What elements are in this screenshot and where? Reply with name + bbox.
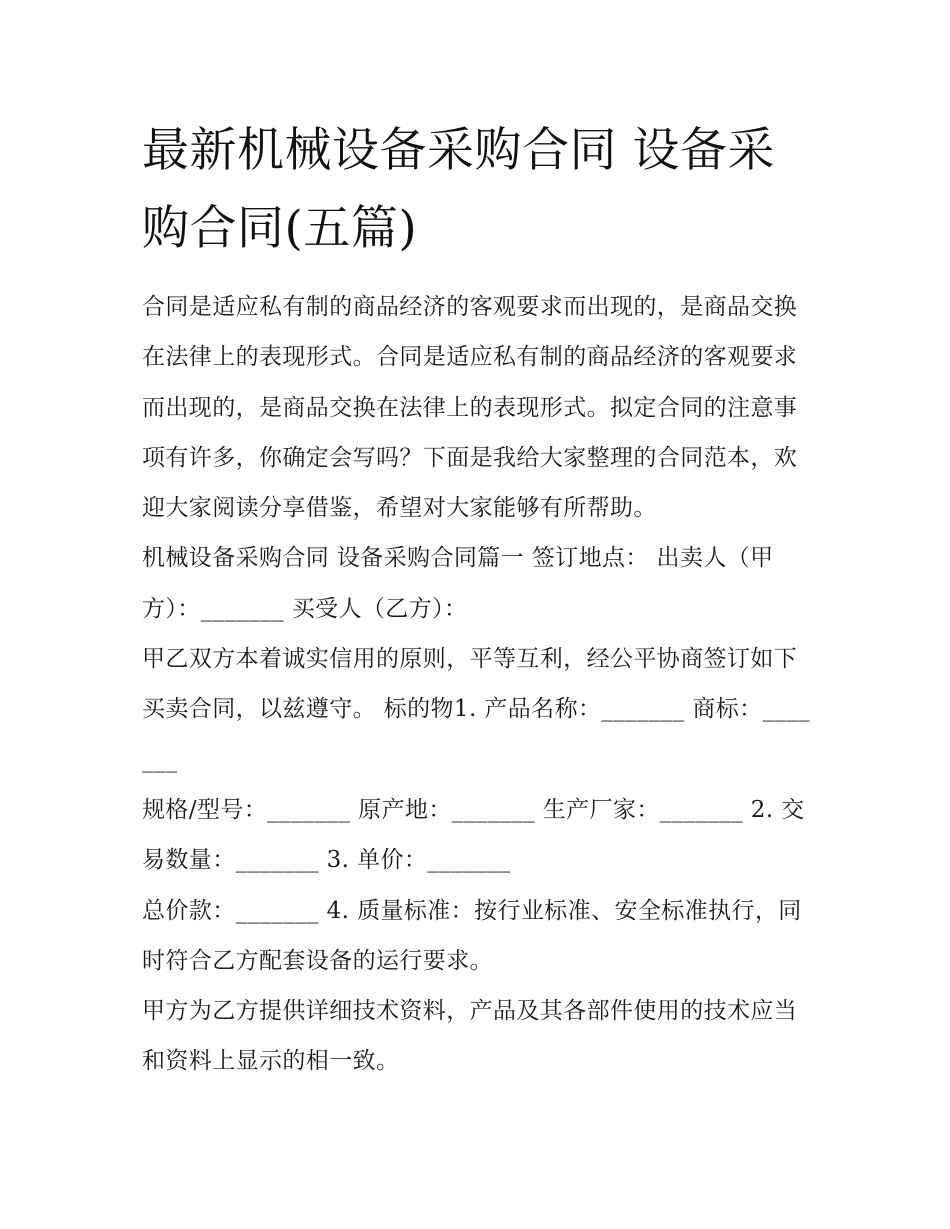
technical-data-paragraph: 甲方为乙方提供详细技术资料，产品及其各部件使用的技术应当和资料上显示的相一致。: [142, 998, 798, 1075]
price-quality-paragraph: 总价款：_______ 4. 质量标准：按行业标准、安全标准执行，同时符合乙方配套设备的运行要求。: [142, 897, 802, 974]
document-page: [142, 112, 814, 1087]
document-title: 最新机械设备采购合同 设备采购合同(五篇): [142, 123, 775, 256]
contract-parties-paragraph: 机械设备采购合同 设备采购合同篇一 签订地点： 出卖人（甲方）：_______ 买受人（乙方）：: [142, 545, 774, 622]
intro-paragraph: 合同是适应私有制的商品经济的客观要求而出现的，是商品交换在法律上的表现形式。合同是适应私有制的商品经济的客观要求而出现的，是商品交换在法律上的表现形式。拟定合同的注意事项有许多，你确定会写吗？下面是我给大家整理的合同范本，欢迎大家阅读分享借鉴，希望对大家能够有所帮助。: [142, 294, 798, 522]
subject-matter-paragraph: 甲乙双方本着诚实信用的原则，平等互利，经公平协商签订如下买卖合同，以兹遵守。 标的物1. 产品名称：_______ 商标：_______: [142, 646, 811, 773]
specification-paragraph: 规格/型号：_______ 原产地：_______ 生产厂家：_______ 2. 交易数量：_______ 3. 单价：_______: [142, 796, 805, 874]
